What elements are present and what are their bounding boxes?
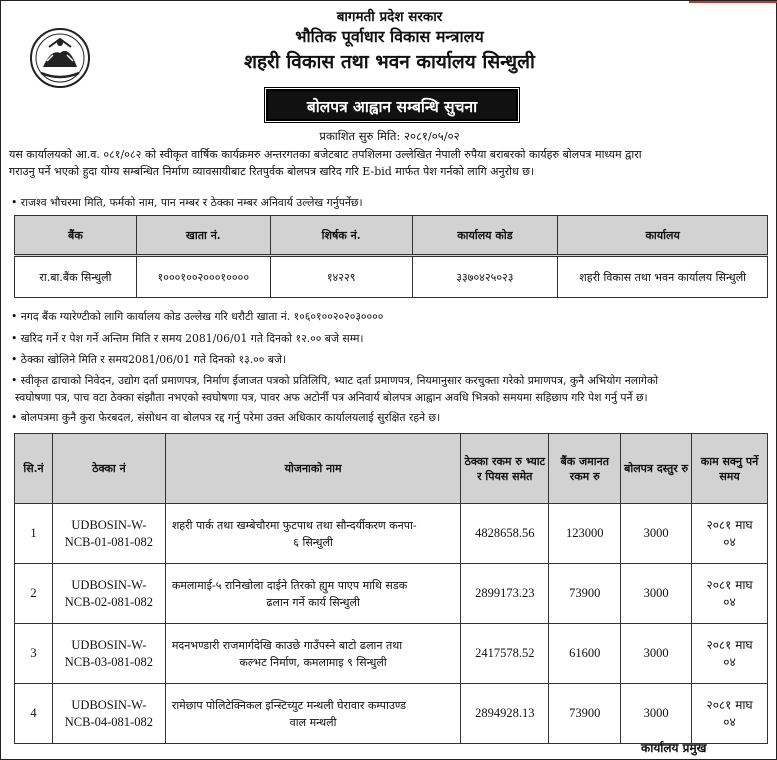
bank-header-bank: बैंक [15,216,137,256]
row-serial: 1 [15,504,53,564]
bank-header-office: कार्यालय [558,216,768,256]
header-serial: सि.नं [15,434,53,504]
contract-no-line-2: NCB-02-081-082 [64,594,153,609]
row-fee: 3000 [621,684,692,744]
bank-cell-account: १०००१००२०००१०००० [136,256,270,298]
row-guarantee: 73900 [549,684,621,744]
project-name-line-1: कमलामाई-५ रानिखोला दाईने तिरको ह्युम पाएप माथि सडक [171,578,408,592]
bullet-cash-guarantee: • नगद बैंक ग्यारेण्टीको लागि कार्यालय कोड उल्लेख गरि धरौटी खाता नं. १०६०१००२०२०३०००० [11,310,384,323]
contract-no-line-1: UDBOSIN-W- [71,637,147,652]
row-project-name [165,504,460,564]
row-amount: 2894928.13 [461,684,549,744]
row-serial: 4 [15,684,53,744]
ministry-title: भौतिक पूर्वाधार विकास मन्त्रालय [295,27,484,46]
bank-header-account: खाता नं. [136,216,270,256]
row-project-name [165,564,460,624]
row-amount: 4828658.56 [461,504,549,564]
bank-table-header-row [15,216,768,256]
row-amount: 2417578.52 [461,624,549,684]
table-row [15,504,768,564]
row-amount: 2899173.23 [461,564,549,624]
table-row [15,684,768,744]
project-name-line-1: शहरी पार्क तथा खम्बेचौरमा फुटपाथ तथा सौन्दर्यीकरण कनपा- [171,518,417,532]
table-row [15,564,768,624]
bullet-rights-reserved: • बोलपत्रमा कुनै कुरा फेरबदल, संसोधन वा बोलपत्र रद्द गर्नु परेमा उक्त अधिकार कार्यालयलाई सुरक्षित रहने छ। [11,411,441,424]
row-fee: 3000 [621,624,692,684]
header-bid-fee: बोलपत्र दस्तुर रु [621,434,692,504]
contract-no-line-2: NCB-03-081-082 [64,654,153,669]
deadline-line-1: २०८१ माघ [706,517,753,532]
header-completion-time: काम सक्नु पर्ने समय [692,434,768,504]
bullet-required-documents [11,372,771,406]
header-project-name: योजनाको नाम [165,434,460,504]
project-name-line-2: वाल मन्थली [289,715,337,729]
intro-line-2: गराउनु पर्ने भएको हुदा योग्य सम्बन्धित निर्माण व्यावसायीबाट रितपुर्वक बोलपत्र खरिद गरि E-bid मार्फत पेश गर्नको लागि अनुरोध छ। [9,165,535,178]
office-title: शहरी विकास तथा भवन कार्यालय सिन्धुली [244,51,535,73]
bank-cell-office: शहरी विकास तथा भवन कार्यालय सिन्धुली [558,256,768,298]
bank-header-heading-no: शिर्षक नं. [270,216,412,256]
row-guarantee: 123000 [549,504,621,564]
row-fee: 3000 [621,504,692,564]
row-deadline [692,504,768,564]
deadline-line-2: ०४ [723,654,736,669]
row-deadline [692,624,768,684]
row-deadline [692,564,768,624]
bullet-required-documents-line-2: स्वघोषणा पत्र, पाच वटा ठेक्का संझौता नभएको स्वघोषणा पत्र, पावर अफ अटोर्नी पत्र अनिवार्य बोलपत्र आह्वान अवधि भित्रको समयमा सहिछाप गरि पेश गर्नु पर्ने छ। [15,391,648,404]
bullet-purchase-deadline: • खरिद गर्ने र पेश गर्ने अन्तिम मिति र समय 2081/06/01 गते दिनको १२.०० बजे सम्म। [11,332,364,345]
contract-no-line-1: UDBOSIN-W- [71,577,147,592]
deadline-line-1: २०८१ माघ [706,697,753,712]
row-deadline [692,684,768,744]
contract-no-line-2: NCB-04-081-082 [64,714,153,729]
project-name-line-1: रामेछाप पोलिटेक्निकल इन्स्टिच्युट मन्थली घेरावार कम्पाउण्ड [171,698,407,712]
deadline-line-2: ०४ [723,534,736,549]
row-guarantee: 73900 [549,564,621,624]
project-name-line-2: ढलान गर्ने कार्य सिन्धुली [266,595,360,609]
header-bank-guarantee: बैंक जमानत रकम रु [549,434,621,504]
intro-paragraph [9,146,773,180]
bank-account-table [14,215,768,298]
bullet-revenue-voucher: • राजश्व भौचरमा मिति, फर्मको नाम, पान नम्बर र ठेक्का नम्बर अनिवार्य उल्लेख गर्नुपर्नेछ। [11,196,363,209]
deadline-line-2: ०४ [723,714,736,729]
row-serial: 3 [15,624,53,684]
notice-title-box: बोलपत्र आह्वान सम्बन्धि सुचना [266,89,518,121]
row-contract-no [52,504,165,564]
corner-accent-line [689,1,777,3]
bank-header-office-code: कार्यालय कोड [412,216,558,256]
row-project-name [165,684,460,744]
contracts-header-row [15,434,768,504]
header-contract-no: ठेक्का नं [52,434,165,504]
header-contract-amount: ठेक्का रकम रु भ्याट र पियस समेत [461,434,549,504]
row-fee: 3000 [621,564,692,624]
office-chief-signature: कार्यालय प्रमुख [641,741,707,755]
bullet-required-documents-line-1: • स्वीकृत ढाचाको निवेदन, उद्योग दर्ता प्रमाणपत्र, निर्माण ईजाजत पत्रको प्रतिलिपि, भ्याट दर्ता प्रमाणपत्र, नियमानुसार करचुक्ता गरेको प्रमाणपत्र, कुनै अभियोग नलागेको [11,374,659,387]
deadline-line-2: ०४ [723,594,736,609]
row-project-name [165,624,460,684]
province-government-title: बागमती प्रदेश सरकार [336,9,443,25]
row-contract-no [52,564,165,624]
deadline-line-1: २०८१ माघ [706,637,753,652]
bank-cell-office-code: ३३७०४२५०२३ [412,256,558,298]
contract-no-line-2: NCB-01-081-082 [64,534,153,549]
table-row [15,624,768,684]
bank-cell-bank: रा.बा.बैंक सिन्धुली [15,256,137,298]
deadline-line-1: २०८१ माघ [706,577,753,592]
published-date: प्रकाशित सुरु मिति: २०८१/०५/०२ [319,129,460,143]
project-name-line-2: ६ सिन्धुली [293,535,333,549]
contracts-table [14,433,768,744]
bank-cell-heading-no: १४२२९ [270,256,412,298]
contract-no-line-1: UDBOSIN-W- [71,697,147,712]
bullet-opening-date: • ठेक्का खोलिने मिति र समय2081/06/01 गते दिनको १३.०० बजे। [11,353,287,366]
bank-table-row [15,256,768,298]
project-name-line-1: मदनभण्डारी राजमार्गदेखि काउछे गाउँपस्ने बाटो ढलान तथा [171,638,403,652]
row-contract-no [52,624,165,684]
row-contract-no [52,684,165,744]
contract-no-line-1: UDBOSIN-W- [71,517,147,532]
project-name-line-2: कल्भट निर्माण, कमलामाइ ९ सिन्धुली [239,655,387,669]
intro-line-1: यस कार्यालयको आ.व. ०८१/०८२ को स्वीकृत वार्षिक कार्यक्रमरु अन्तरगतका बजेटबाट तपशिलमा उल्लेखित नेपाली रुपैया बराबरको कार्यहरु बोलपत्र माध्यम द्वारा [9,148,642,161]
row-guarantee: 61600 [549,624,621,684]
row-serial: 2 [15,564,53,624]
